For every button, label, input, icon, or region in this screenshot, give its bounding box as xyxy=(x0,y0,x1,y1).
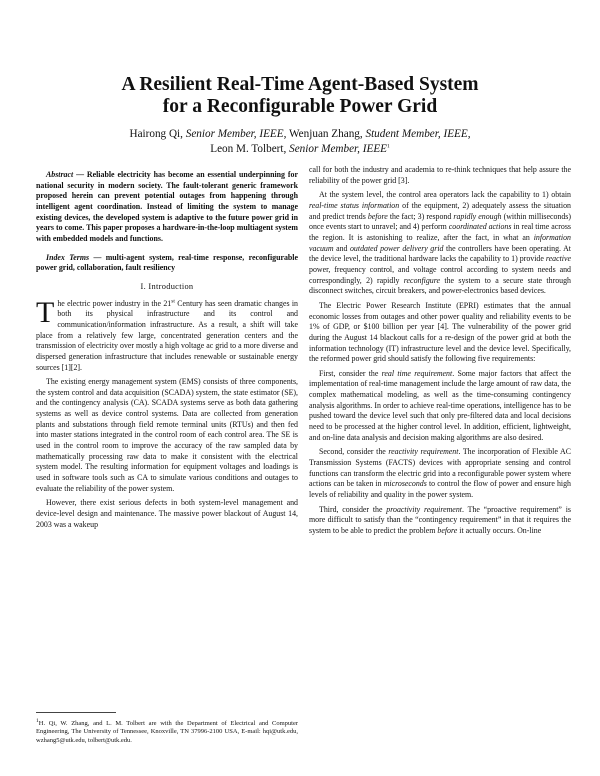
right-column xyxy=(309,165,571,541)
footnote xyxy=(36,716,298,745)
footnote-rule xyxy=(36,712,116,713)
title-line-1: A Resilient Real-Time Agent-Based System xyxy=(121,74,479,95)
author-3-role: Senior Member, IEEE xyxy=(289,143,387,155)
footnote-mark: 1 xyxy=(36,717,39,724)
intro-paragraph-3: However, there exist serious defects in both system-level management and device-level design and maintenance. The massive power blackout of August 14, 2003 was a wakeup xyxy=(36,498,298,529)
author-1-role: Senior Member, IEEE, xyxy=(185,128,287,140)
right-paragraph-5: Third, consider the proactivity requirement. The “proactive requirement” is more difficult to satisfy than the “contingency requirement” in that it requires the system to be able to predict the problem before it actually occurs. On-line xyxy=(309,504,571,535)
drop-cap: T xyxy=(36,295,55,329)
right-paragraph-4: Second, consider the reactivity requirement. The incorporation of Flexible AC Transmission Systems (FACTS) devices with appropriate sensing and control functions can transform the electric grid into a reconfigurable power system where actions can be taken in microseconds to control the flow of power and ensure high levels of reliability and quality in the power system. xyxy=(309,447,572,500)
left-column xyxy=(36,170,298,534)
author-line-1 xyxy=(0,127,600,142)
author-3-name: Leon M. Tolbert, xyxy=(210,143,287,155)
footnote-text: H. Qi, W. Zhang, and L. M. Tolbert are with the Department of Electrical and Computer Engineering, The University of Tennessee, Knoxville, TN 37996-2100 USA, E-mail: hqi@utk.edu, wzhang5@utk.edu, tolbert@utk.edu. xyxy=(36,720,298,744)
abstract xyxy=(36,170,298,245)
title-line-2: for a Reconfigurable Power Grid xyxy=(162,96,438,117)
index-terms-text: — multi-agent system, real-time response, reconfigurable power grid, collaboration, fault resiliency xyxy=(36,252,299,273)
abstract-text: — Reliable electricity has become an essential underpinning for national security in modern society. The fault-tolerant generic framework proposed herein can prevent potential outages from happening through intelligent agent coordination. Instead of limiting the system to manage existing devices, the developed system is adaptive to the future power grid in years to come. This paper proposes a hardware-in-the-loop multiagent system with embedded models and functions. xyxy=(36,170,298,243)
index-terms-label: Index Terms xyxy=(46,252,90,262)
intro-p1-text-b: Century has seen dramatic changes in both its physical infrastructure and its control and communication/information infrastructure. As a result, a shift will take place from a relatively few large, concentrated generation centers and the transmission of electricity over mostly a high voltage ac grid to a more diverse and dispersed generation infrastructure that includes renewable or sustainable energy sources [1][2]. xyxy=(36,298,299,372)
intro-paragraph-1 xyxy=(36,295,299,374)
author-block xyxy=(0,127,600,157)
right-paragraph-1: At the system level, the control area operators lack the capability to 1) obtain real-time status information of the equipment, 2) adequately assess the situation and predict trends before the fact; 3) respond rapidly enough (within milliseconds) once events start to unravel; and 4) perform coordinated actions in real time across the region. It is astonishing to realize, after the fact, in what an information vacuum and outdated power delivery grid the controllers have been operating. At the device level, the traditional hardware lacks the capability to 1) provide reactive power, frequency control, and voltage control according to system needs and correspondingly, 2) rapidly reconfigure the system to a secure state through disconnect switches, circuit breakers, and power-electronics based devices. xyxy=(309,190,572,296)
author-line-2 xyxy=(0,142,600,157)
index-terms xyxy=(36,253,298,274)
intro-p1-text-a: he electric power industry in the 21 xyxy=(57,298,172,308)
author-2-name: Wenjuan Zhang, xyxy=(289,128,363,140)
author-2-role: Student Member, IEEE, xyxy=(365,128,471,140)
paper-title xyxy=(0,74,600,118)
author-footnote-mark: 1 xyxy=(387,143,390,150)
abstract-label: Abstract xyxy=(46,170,74,179)
right-paragraph-2: The Electric Power Research Institute (EPRI) estimates that the annual economic losses from outages and other power quality and reliability events to be 1% of GDP, or $100 billion per year [4]. The vulnerability of the power grid during the August 14 blackout calls for a re-design of the power grid at both the information technology (IT) infrastructure level and the device level. Specifically, the reformed power grid should satisfy the following five requirements: xyxy=(309,300,571,364)
intro-paragraph-2: The existing energy management system (EMS) consists of three components, the system control and data acquisition (SCADA) system, the state estimator (SE), and the contingency analysis (CA). SCADA systems serve as both data gathering systems as well as device control systems. Data are collected from generation plants and substations through field remote terminal units (RTUs) and then fed into master stations integrated in the control room of each control area. The SE is used in the control room to improve the accuracy of the raw sampled data by mathematically processing raw data to make it consistent with the electrical system model. The resulting information for equipment voltages and loadings is used in software tools such as CA to simulate various conditions and outages to evaluate the reliability of the power system. xyxy=(36,377,298,493)
right-paragraph-0: call for both the industry and academia to re-think techniques that help assure the reliability of the power grid [3]. xyxy=(309,165,571,185)
intro-p1-sup: st xyxy=(171,297,175,304)
author-1-name: Hairong Qi, xyxy=(129,128,183,140)
right-paragraph-3: First, consider the real time requirement. Some major factors that affect the implementation of real-time management include the large amount of raw data, the complex mathematical modeling, as well as the time-consuming contingency analysis algorithms. In order to achieve real-time operations, intelligence has to be pushed toward the device level such that only pre-filtered data and local decisions need to be processed at the higher control level. In addition, efficient, lightweight, and on-line data analysis and decision making algorithms are also desired. xyxy=(309,368,571,442)
section-heading-introduction: I. Introduction xyxy=(140,281,194,291)
